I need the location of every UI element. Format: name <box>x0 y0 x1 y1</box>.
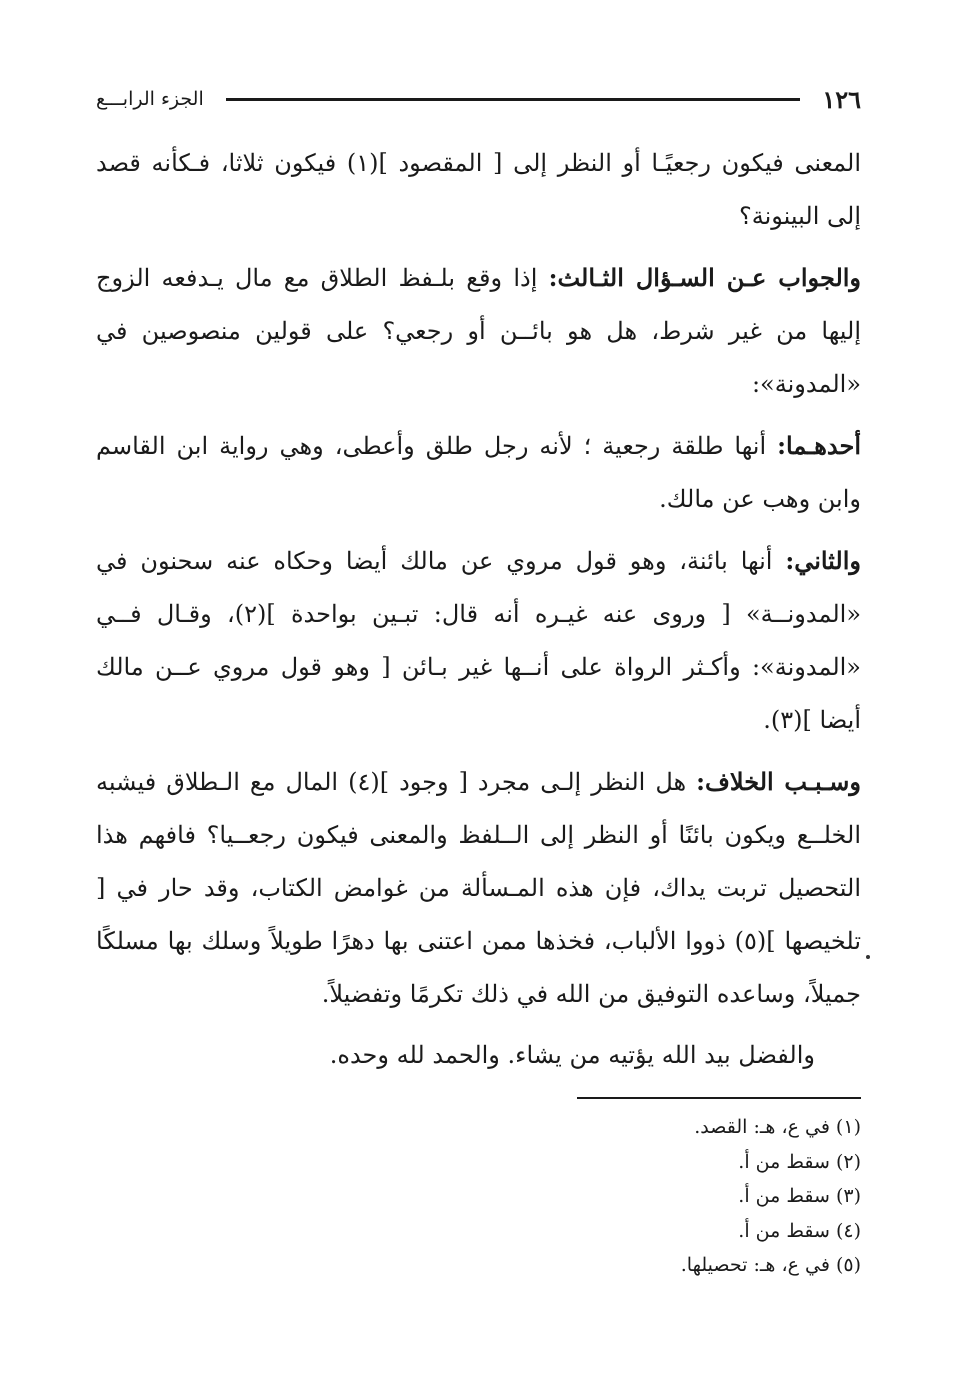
footnote-separator <box>577 1097 861 1099</box>
paragraph-4-lead: والثاني: <box>785 546 861 575</box>
paragraph-4-text: أنها بائنة، وهو قول مروي عن مالك أيضا وحكاه عنه سحنون في «المدونــة» [ وروى عنه غيـره أنه قال: تبـين بواحدة ](٢)، وقـال فــي «المدونة»: وأكـثر الرواة على أنــها غير بـائن [ وهو قول مروي عــن مالك أيضا ](٣). <box>96 547 861 734</box>
margin-dot <box>866 955 870 959</box>
paragraph-3-text: أنها طلقة رجعية ؛ لأنه رجل طلق وأعطى، وهي رواية ابن القاسم وابن وهب عن مالك. <box>96 432 861 513</box>
body-text <box>96 136 861 1106</box>
paragraph-5-text: هل النظر إلـى مجرد [ وجود ](٤) المال مع الـطلاق فيشبه الخلــع ويكون بائنًا أو النظر إلى الــلفظ والمعنى فيكون رجعــيا؟ فافهم هذا التحصيل تربت يداك، فإن هذه المـسألة من غوامض الكتاب، وقد حار في [ تلخيصها ](٥) ذووا الألباب، فخذها ممن اعتنى بها دهرًا طويلاً وسلك بها مسلكًا جميلاً، وساعده التوفيق من الله في ذلك تكرمًا وتفضيلاً. <box>96 768 861 1008</box>
page-number: ١٢٦ <box>822 84 861 114</box>
paragraph-1 <box>96 136 861 243</box>
footnote-3: (٣) سقط من أ. <box>738 1185 861 1207</box>
page-header <box>96 82 861 116</box>
paragraph-2-text: إذا وقع بلـفظ الطلاق مع مال يـدفعه الزوج إليها من غير شرط، هل هو بائــن أو رجعي؟ على قولين منصوصين في «المدونة»: <box>96 264 861 398</box>
paragraph-4 <box>96 534 861 747</box>
paragraph-5-lead: وسـبـب الخلاف: <box>696 767 861 796</box>
paragraph-3 <box>96 419 861 526</box>
footnote-2: (٢) سقط من أ. <box>738 1150 861 1173</box>
header-rule <box>226 98 801 101</box>
closing-line: والفضل بيد الله يؤتيه من يشاء. والحمد لله وحده. <box>329 1041 815 1069</box>
footnote-5: (٥) في ع، هـ: تحصيلها. <box>680 1254 861 1276</box>
paragraph-5 <box>96 755 861 1021</box>
footnote-1: (١) في ع، هـ: القصد. <box>694 1116 861 1138</box>
paragraph-1-text: المعنى فيكون رجعيًـا أو النظر إلى [ المقصود ](١) فيكون ثلاثا، فـكأنه قصد إلى البينونة؟ <box>96 149 861 230</box>
footnotes <box>361 1110 861 1283</box>
footnote-4: (٤) سقط من أ. <box>738 1219 861 1242</box>
paragraph-2 <box>96 251 861 411</box>
running-title: الجزء الرابـــع <box>96 88 204 110</box>
paragraph-3-lead: أحدهـما: <box>777 431 861 460</box>
paragraph-2-lead: والجواب عـن السـؤال الثـالث: <box>548 263 862 292</box>
